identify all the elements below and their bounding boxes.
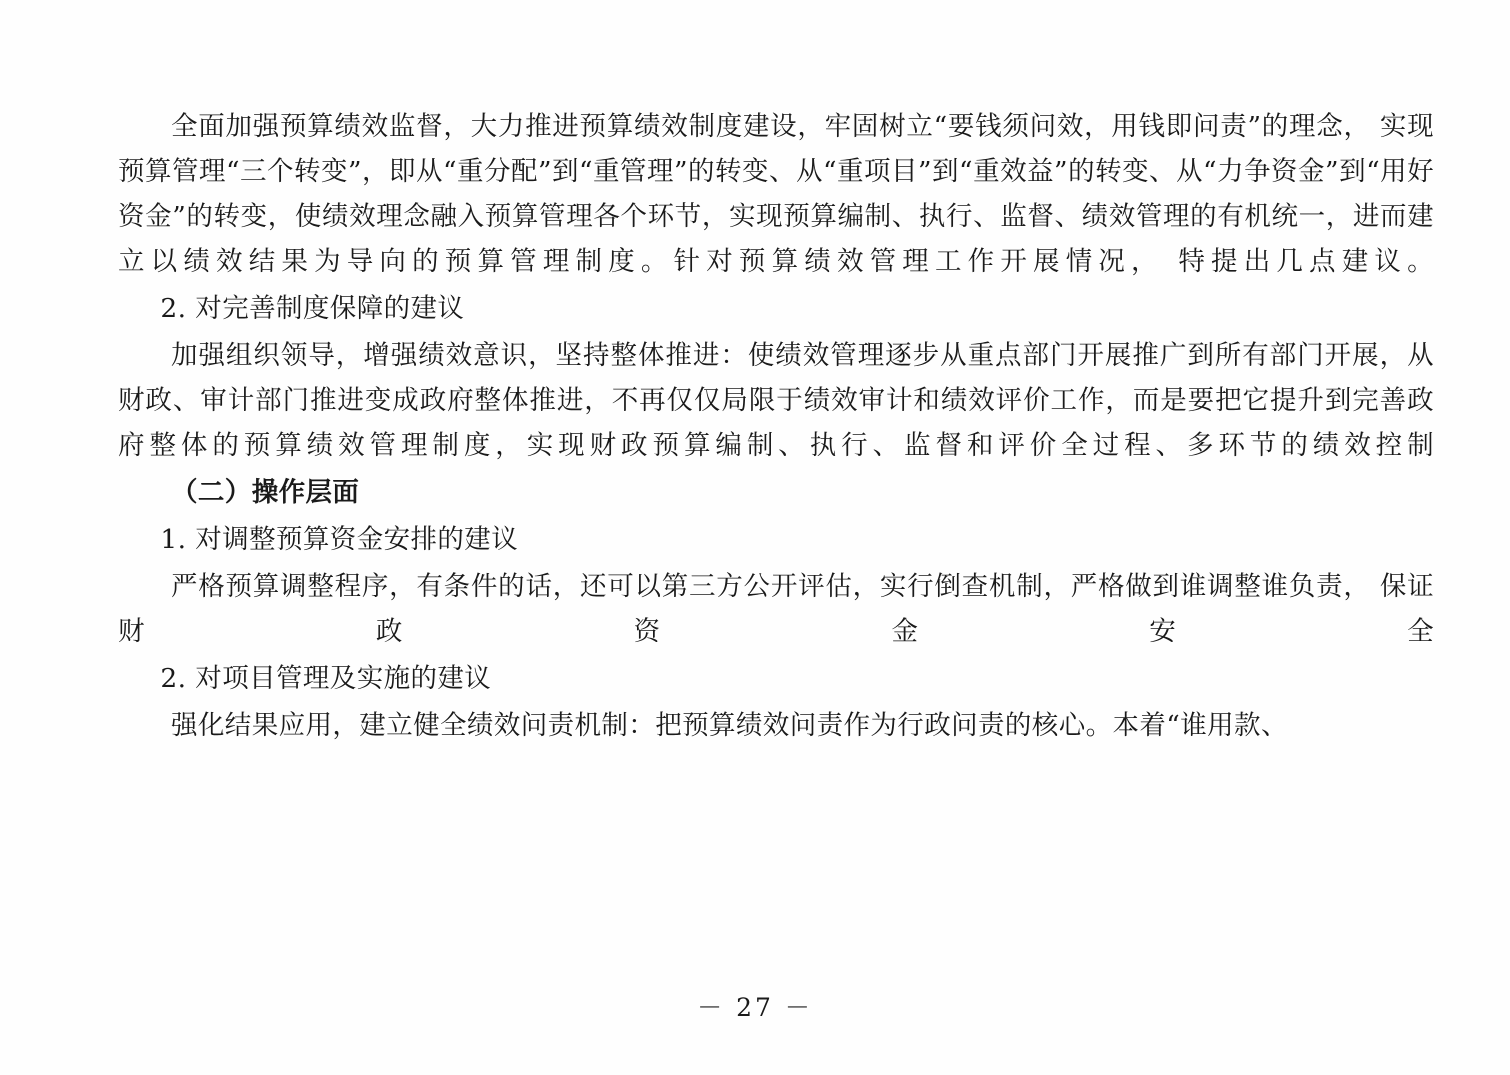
paragraph-system-body: 加强组织领导，增强绩效意识，坚持整体推进：使绩效管理逐步从重点部门开展推广到所有部门开展，从财政、审计部门推进变成政府整体推进，不再仅仅局限于绩效审计和绩效评价工作，而是要把它提升到完善政府整体的预算绩效管理制度，实现财政预算编制、执行、监督和评价全过程、多环节的绩效控制 — [118, 340, 1434, 461]
paragraph-project-body: 强化结果应用，建立健全绩效问责机制：把预算绩效问责作为行政问责的核心。本着“谁用款、 — [171, 710, 1288, 741]
page-number: － 27 － — [697, 993, 813, 1022]
paragraph-budget-body: 严格预算调整程序，有条件的话，还可以第三方公开评估，实行倒查机制，严格做到谁调整谁负责， 保证财政资金安全 — [118, 571, 1434, 647]
document-body — [118, 104, 1434, 750]
paragraph-intro: 全面加强预算绩效监督，大力推进预算绩效制度建设，牢固树立“要钱须问效，用钱即问责”的理念， 实现预算管理“三个转变”，即从“重分配”到“重管理”的转变、从“重项目”到“重效益”的转变、从“力争资金”到“用好资金”的转变，使绩效理念融入预算管理各个环节，实现预算编制、执行、监督、绩效管理的有机统一，进而建立以绩效结果为导向的预算管理制度。针对预算绩效管理工作开展情况， 特提出几点建议。 — [118, 111, 1434, 277]
heading-completing-system: 2. 对完善制度保障的建议 — [160, 293, 465, 324]
section-heading-operational-level: （二）操作层面 — [171, 477, 360, 508]
heading-budget-adjustment: 1. 对调整预算资金安排的建议 — [160, 524, 519, 555]
heading-project-management: 2. 对项目管理及实施的建议 — [160, 663, 492, 694]
